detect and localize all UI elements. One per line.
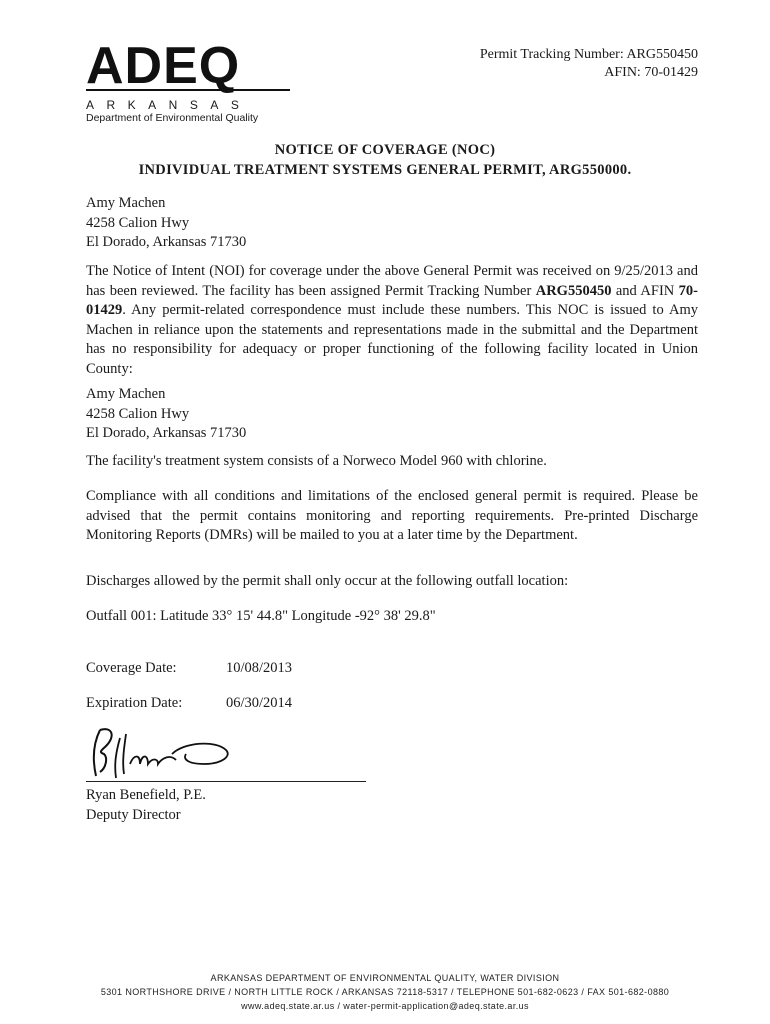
footer-line-2: 5301 NORTHSHORE DRIVE / NORTH LITTLE ROCK / ARKANSAS 72118-5317 / TELEPHONE 501-682-0623 / FAX 501-682-0880 xyxy=(100,987,670,997)
signature-line xyxy=(86,781,366,782)
permit-tracking-number: Permit Tracking Number: ARG550450 xyxy=(479,47,698,62)
intro-paragraph xyxy=(86,262,698,379)
signatory-name: Ryan Benefield, P.E. xyxy=(86,787,206,803)
addressee-street: 4258 Calion Hwy xyxy=(86,214,190,231)
footer-line-3: www.adeq.state.ar.us / water-permit-application@adeq.state.ar.us xyxy=(241,1001,529,1011)
intro-text-1: The Notice of Intent (NOI) for coverage under the above General Permit was received on 9/25/2013 and has been reviewed. The facility has been assigned Permit Tracking Number xyxy=(86,263,698,299)
intro-afin: 70-01429 xyxy=(86,282,699,318)
signature-image xyxy=(86,724,236,787)
logo-department: Department of Environmental Quality xyxy=(86,112,259,124)
expiration-date-value: 06/30/2014 xyxy=(226,695,293,711)
signatory-block xyxy=(86,786,698,825)
facility-name: Amy Machen xyxy=(86,386,166,402)
expiration-date-label: Expiration Date: xyxy=(86,695,183,711)
title-line-1: NOTICE OF COVERAGE (NOC) xyxy=(274,142,496,158)
coverage-date-label: Coverage Date: xyxy=(86,660,177,676)
addressee-name: Amy Machen xyxy=(86,195,166,211)
addressee-block xyxy=(86,194,698,253)
facility-block xyxy=(86,385,698,444)
logo-state: ARKANSAS xyxy=(86,98,252,112)
compliance-paragraph: Compliance with all conditions and limitations of the enclosed general permit is required. Please be advised that the permit contains monitoring and reporting requirements. Pre-printed Discharge Monitoring Reports (DMRs) will be mailed to you at a later time by the Department. xyxy=(86,488,698,543)
logo-rule xyxy=(86,89,290,91)
expiration-date-row xyxy=(86,695,292,712)
letterhead-footer xyxy=(0,971,770,1013)
tracking-block xyxy=(480,46,698,82)
title-line-2: INDIVIDUAL TREATMENT SYSTEMS GENERAL PERMIT, ARG550000. xyxy=(138,162,632,178)
intro-text-3: . Any permit-related correspondence must include these numbers. This NOC is issued to Amy Machen in reliance upon the statements and representations made in the submittal and the Department has no responsibility for adequacy or proper functioning of the following facility located in Union County: xyxy=(86,302,698,377)
logo-wordmark: ADEQ xyxy=(86,37,241,95)
afin-number: AFIN: 70-01429 xyxy=(604,65,698,80)
intro-permit-number: ARG550450 xyxy=(535,282,612,299)
coverage-date-row xyxy=(86,660,292,677)
coverage-date-value: 10/08/2013 xyxy=(226,660,293,676)
document-title xyxy=(0,140,770,180)
facility-city: El Dorado, Arkansas 71730 xyxy=(86,425,247,441)
discharges-paragraph: Discharges allowed by the permit shall only occur at the following outfall location: xyxy=(86,573,569,589)
footer-line-1: ARKANSAS DEPARTMENT OF ENVIRONMENTAL QUALITY, WATER DIVISION xyxy=(210,973,560,983)
facility-street: 4258 Calion Hwy xyxy=(86,405,190,422)
adeq-logo xyxy=(86,37,296,124)
addressee-city: El Dorado, Arkansas 71730 xyxy=(86,234,247,250)
treatment-paragraph: The facility's treatment system consists of a Norweco Model 960 with chlorine. xyxy=(86,453,547,469)
intro-text-2: and AFIN xyxy=(611,282,679,299)
signatory-title: Deputy Director xyxy=(86,806,181,823)
outfall-location: Outfall 001: Latitude 33° 15' 44.8" Longitude -92° 38' 29.8" xyxy=(86,608,436,624)
